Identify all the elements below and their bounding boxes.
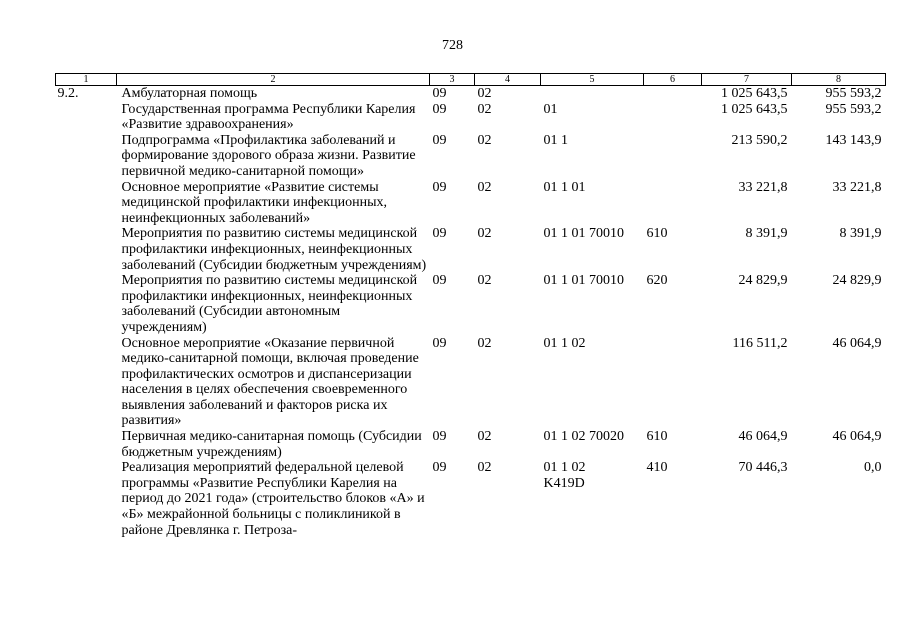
table-row [56, 102, 886, 133]
subsection-code: 02 [477, 101, 492, 117]
table-row [56, 133, 886, 180]
row-number [56, 102, 117, 133]
header-col-4: 4 [475, 74, 541, 86]
budget-table [55, 73, 886, 538]
section-code: 09 [432, 179, 447, 195]
table-row [56, 180, 886, 227]
amount-col-8: 143 143,9 [825, 132, 882, 148]
row-number [56, 336, 117, 430]
row-name: Мероприятия по развитию системы медицинской профилактики инфекционных, неинфекционных заболеваний (Субсидии бюджетным учреждениям) [121, 226, 427, 273]
amount-col-8: 0,0 [864, 460, 882, 476]
amount-col-7: 8 391,9 [745, 226, 788, 242]
section-code: 09 [432, 429, 447, 445]
subsection-code: 02 [477, 460, 492, 476]
target-article-code: 01 1 [543, 132, 568, 148]
header-col-3: 3 [430, 74, 475, 86]
expense-type-code [644, 86, 702, 102]
amount-col-8: 955 593,2 [825, 86, 882, 101]
row-name: Основное мероприятие «Оказание первичной медико-санитарной помощи, включая проведение профилактических осмотров и диспансеризации населения в целях обеспечения своевременного выявления заболеваний и факторов риска их развития» [121, 335, 419, 429]
amount-col-7: 1 025 643,5 [721, 86, 788, 101]
expense-type-code [644, 133, 702, 180]
row-name: Основное мероприятие «Развитие системы медицинской профилактики инфекционных, неинфекционных заболеваний» [121, 179, 388, 226]
table-row [56, 226, 886, 273]
amount-col-7: 116 511,2 [732, 335, 788, 351]
amount-col-7: 1 025 643,5 [721, 101, 788, 117]
amount-col-8: 46 064,9 [832, 429, 882, 445]
amount-col-7: 70 446,3 [738, 460, 788, 476]
section-code: 09 [432, 335, 447, 351]
row-number [56, 180, 117, 227]
row-number [56, 460, 117, 538]
header-col-5: 5 [541, 74, 644, 86]
amount-col-7: 46 064,9 [738, 429, 788, 445]
subsection-code: 02 [477, 179, 492, 195]
expense-type-code [644, 102, 702, 133]
expense-type-code [644, 336, 702, 430]
row-name: Мероприятия по развитию системы медицинской профилактики инфекционных, неинфекционных заболеваний (Субсидии автономным учреждениям) [121, 273, 418, 335]
target-article-code: 01 1 02 70020 [543, 429, 624, 445]
table-row [56, 273, 886, 335]
amount-col-8: 955 593,2 [825, 101, 882, 117]
target-article-code [541, 86, 644, 102]
amount-col-7: 33 221,8 [738, 179, 788, 195]
row-number [56, 429, 117, 460]
column-number-header [56, 74, 886, 86]
subsection-code: 02 [477, 273, 492, 289]
section-code: 09 [432, 273, 447, 289]
section-code: 09 [432, 86, 447, 101]
amount-col-8: 46 064,9 [832, 335, 882, 351]
row-number [56, 226, 117, 273]
header-col-8: 8 [792, 74, 886, 86]
header-col-6: 6 [644, 74, 702, 86]
subsection-code: 02 [477, 335, 492, 351]
section-code: 09 [432, 132, 447, 148]
subsection-code: 02 [477, 429, 492, 445]
target-article-code: 01 1 01 70010 [543, 273, 624, 289]
header-col-2: 2 [117, 74, 430, 86]
row-name: Первичная медико-санитарная помощь (Субсидии бюджетным учреждениям) [121, 429, 422, 460]
page-number: 728 [442, 38, 463, 53]
header-col-1: 1 [56, 74, 117, 86]
target-article-code: 01 1 01 [543, 179, 586, 195]
expense-type-code: 620 [646, 273, 668, 289]
row-name: Амбулаторная помощь [121, 86, 258, 101]
subsection-code: 02 [477, 226, 492, 242]
amount-col-8: 33 221,8 [832, 179, 882, 195]
section-code: 09 [432, 101, 447, 117]
expense-type-code [644, 180, 702, 227]
section-code: 09 [432, 460, 447, 476]
target-article-code: 01 1 01 70010 [543, 226, 624, 242]
amount-col-8: 24 829,9 [832, 273, 882, 289]
row-name: Государственная программа Республики Карелия «Развитие здравоохранения» [121, 101, 416, 133]
expense-type-code: 610 [646, 429, 668, 445]
target-article-code: 01 1 02 K419D [543, 460, 586, 491]
expense-type-code: 610 [646, 226, 668, 242]
table-row [56, 336, 886, 430]
expense-type-code: 410 [646, 460, 668, 476]
header-col-7: 7 [702, 74, 792, 86]
target-article-code: 01 1 02 [543, 335, 586, 351]
row-number [56, 273, 117, 335]
target-article-code: 01 [543, 101, 558, 117]
row-number [56, 133, 117, 180]
subsection-code: 02 [477, 132, 492, 148]
section-code: 09 [432, 226, 447, 242]
table-row [56, 429, 886, 460]
amount-col-7: 24 829,9 [738, 273, 788, 289]
table-row [56, 86, 886, 102]
row-name: Реализация мероприятий федеральной целевой программы «Развитие Республики Карелия на период до 2021 года» (строительство блоков «А» и «Б» межрайонной больницы с поликлиникой в районе Древлянка г. Петроза- [121, 460, 425, 538]
amount-col-7: 213 590,2 [731, 132, 788, 148]
row-number: 9.2. [57, 86, 79, 101]
subsection-code: 02 [477, 86, 492, 101]
row-name: Подпрограмма «Профилактика заболеваний и формирование здорового образа жизни. Развитие первичной медико-санитарной помощи» [121, 132, 416, 179]
table-row [56, 460, 886, 538]
amount-col-8: 8 391,9 [839, 226, 882, 242]
